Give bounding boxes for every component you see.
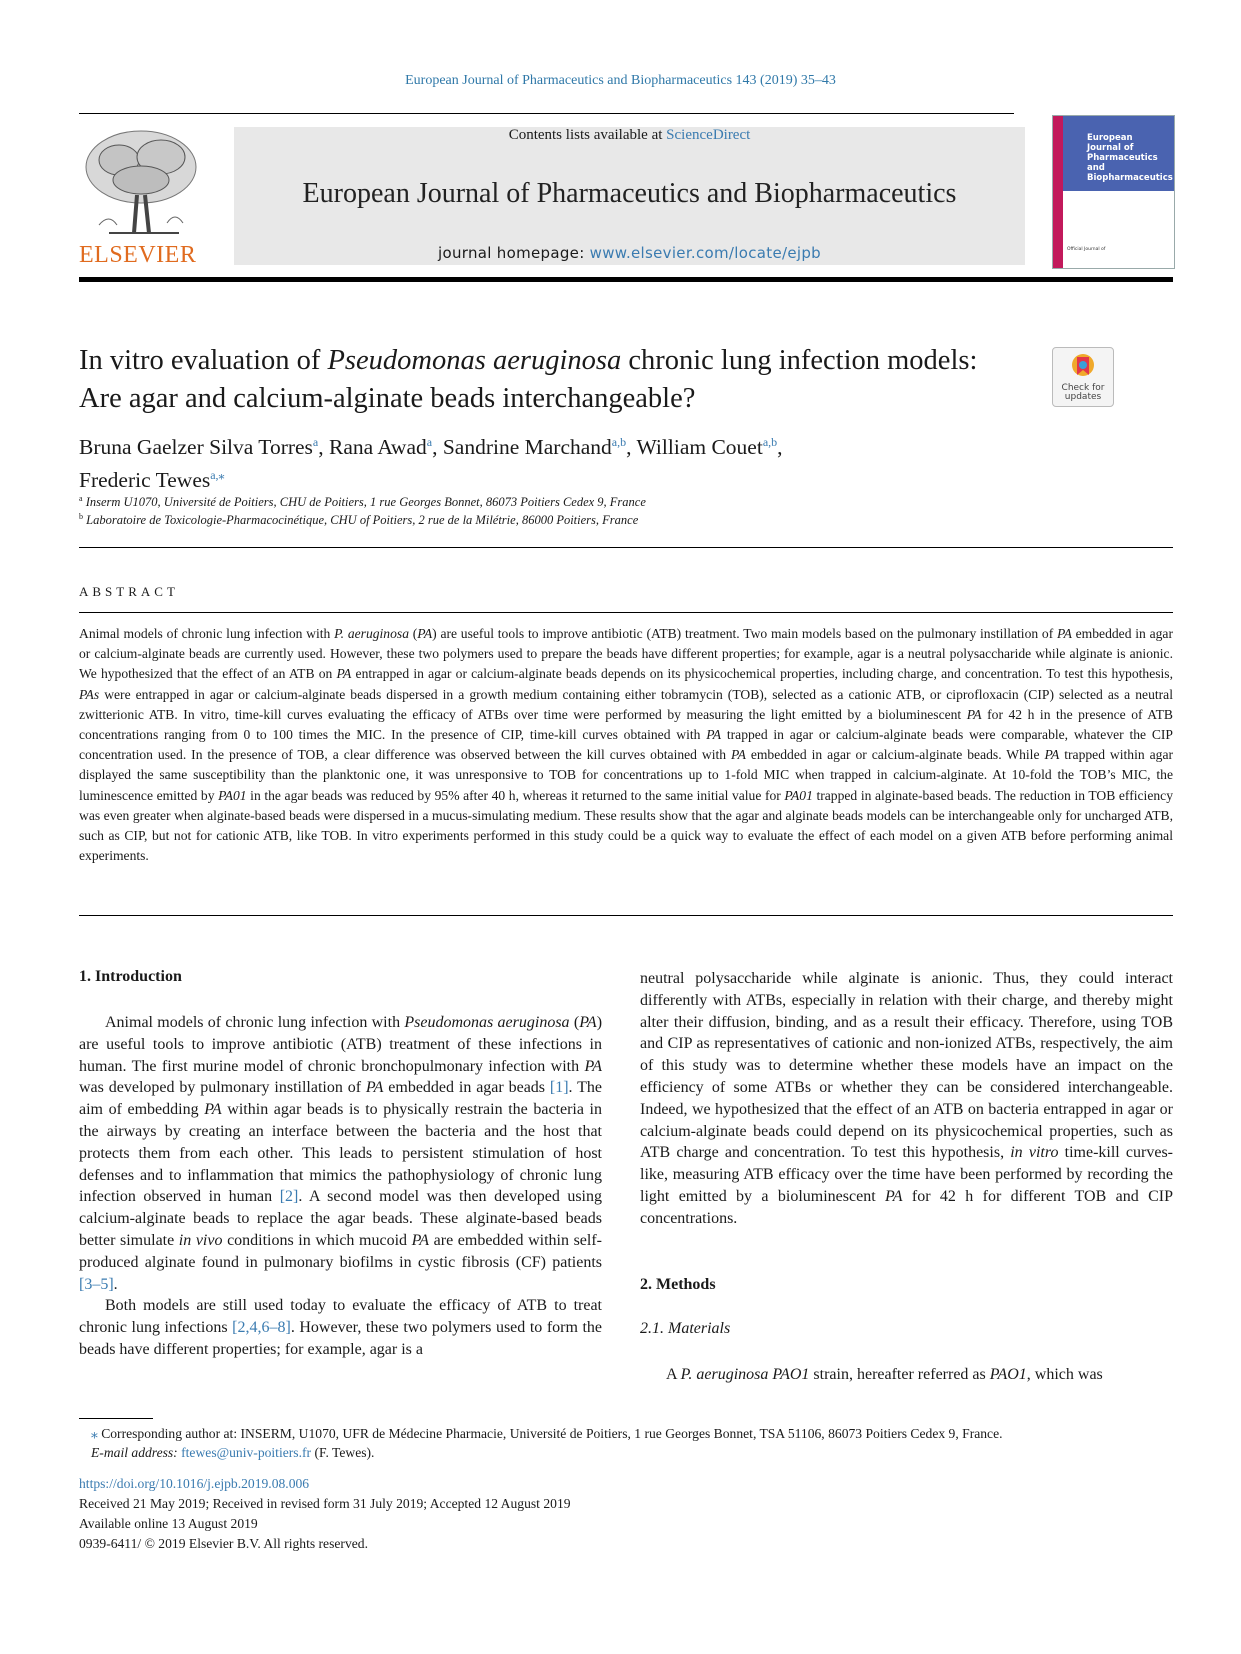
contents-line xyxy=(234,127,1025,144)
author-name[interactable]: William Couet xyxy=(636,435,763,460)
elsevier-wordmark[interactable]: ELSEVIER xyxy=(79,242,197,268)
intro-paragraph: Both models are still used today to evaluate the efficacy of ATB to treat chronic lung infections [2,4,6–8]. However, these two polymers used to form the beads have different properties; for example, agar is a xyxy=(79,1297,603,1358)
sciencedirect-link[interactable]: ScienceDirect xyxy=(666,127,751,143)
journal-homepage xyxy=(234,244,1025,262)
check-for-updates-button[interactable] xyxy=(1052,347,1114,407)
author-affil-mark[interactable]: a xyxy=(312,435,319,449)
reference-link[interactable]: [2] xyxy=(279,1188,299,1206)
affiliation: $^b$ Laboratoire de Toxicologie-Pharmacocinétique, CHU of Poitiers, 2 rue de la Milétrie, 86000 Poitiers, France xyxy=(79,512,639,528)
abstract-heading: ABSTRACT xyxy=(79,584,179,599)
subsection-heading-materials: 2.1. Materials xyxy=(640,1320,731,1337)
author-list: Bruna Gaelzer Silva Torres$^a$, Rana Awad$^a$, Sandrine Marchand$^{a,b}$, William Couet$^{a,b}$, Frederic Tewes$^{a,⁎}$ xyxy=(79,435,783,493)
right-column xyxy=(640,968,1173,1230)
author-affil-mark[interactable]: a,⁎ xyxy=(210,468,225,483)
corresponding-author-note: ⁎ Corresponding author at: INSERM, U1070, UFR de Médecine Pharmacie, Université de Poitiers, 1 rue Georges Bonnet, TSA 51106, 86073 Poitiers Cedex 9, France. E-mail address: ftewes@univ-poitiers.fr (F. Tewes). xyxy=(91,1426,1003,1460)
article-meta xyxy=(79,1474,1173,1554)
divider xyxy=(79,612,1173,613)
divider xyxy=(79,547,1173,548)
reference-link[interactable]: [2,4,6–8] xyxy=(232,1319,291,1337)
author-name[interactable]: Sandrine Marchand xyxy=(442,435,612,460)
article-title: In vitro evaluation of Pseudomonas aeruginosa chronic lung infection models: Are agar and calcium-alginate beads interchangeable? xyxy=(79,345,978,414)
author-affil-mark[interactable]: a,b xyxy=(611,435,627,449)
intro-paragraph: Animal models of chronic lung infection with Pseudomonas aeruginosa (PA) are useful tools to improve antibiotic (ATB) treatment of these infections in human. The first murine model of chronic bronchopulmonary infection with PA was developed by pulmonary instillation of PA embedded in agar beads [1]. The aim of embedding PA within agar beads is to physically restrain the bacteria in the airways by creating an interface between the bacteria and the host that protects them from each other. This leads to persistent stimulation of host defenses and to inflammation that mimics the pathophysiology of chronic lung infection observed in human [2]. A second model was then developed using calcium-alginate beads to replace the agar beads. These alginate-based beads better simulate in vivo conditions in which mucoid PA are embedded within self-produced alginate found in pulmonary biofilms in cystic fibrosis (CF) patients [3–5]. xyxy=(79,1014,603,1293)
section-heading-methods: 2. Methods xyxy=(640,1276,716,1293)
author-affil-mark[interactable]: a xyxy=(426,435,433,449)
cover-side-band xyxy=(1053,116,1063,268)
doi-link[interactable]: https://doi.org/10.1016/j.ejpb.2019.08.006 xyxy=(79,1476,310,1491)
journal-cover-thumbnail[interactable] xyxy=(1052,115,1175,269)
divider xyxy=(79,915,1173,916)
available-online: Available online 13 August 2019 xyxy=(79,1516,258,1531)
footnote-rule xyxy=(79,1418,153,1419)
cover-title: European Journal of Pharmaceutics and Biopharmaceutics xyxy=(1087,133,1173,183)
reference-link[interactable]: [3–5] xyxy=(79,1275,114,1293)
homepage-prefix: journal homepage: xyxy=(438,244,590,262)
author-name[interactable]: Frederic Tewes xyxy=(79,468,211,493)
contents-prefix: Contents lists available at xyxy=(508,127,667,143)
homepage-link[interactable]: www.elsevier.com/locate/ejpb xyxy=(589,244,821,262)
author-name[interactable]: Rana Awad xyxy=(329,435,427,460)
affiliation: $^a$ Inserm U1070, Université de Poitiers, CHU de Poitiers, 1 rue Georges Bonnet, 86073 Poitiers Cedex 9, France xyxy=(79,494,646,510)
journal-name: European Journal of Pharmaceutics and Biopharmaceutics xyxy=(302,178,957,209)
materials-paragraph: A P. aeruginosa PAO1 strain, hereafter referred as PAO1, which was xyxy=(666,1366,1103,1383)
header-top-rule xyxy=(79,113,1014,114)
header-thick-rule xyxy=(79,277,1173,282)
author-affil-mark[interactable]: a,b xyxy=(762,435,778,449)
intro-paragraph-continued: neutral polysaccharide while alginate is anionic. Thus, they could interact differently with ATBs, especially in relation with their charge, and thereby might alter their diffusion, binding, and as a result their efficacy. Therefore, using TOB and CIP as representatives of cationic and non-ionized ATBs, respectively, the aim of this study was to determine whether these models have an impact on the efficiency of some ATBs or whether they can be considered interchangeable. Indeed, we hypothesized that the effect of an ATB on bacteria entrapped in agar or calcium-alginate beads could depend on its physicochemical properties, such as ATB charge and concentration. To test this hypothesis, in vitro time-kill curves-like, measuring ATB efficacy over the time have been performed by recording the light emitted by a bioluminescent PA for 42 h for different TOB and CIP concentrations. xyxy=(640,970,1174,1227)
section-heading-introduction: 1. Introduction xyxy=(79,968,182,985)
bookmark-icon xyxy=(1071,353,1095,381)
email-link[interactable]: ftewes@univ-poitiers.fr xyxy=(181,1445,312,1460)
abstract-body: Animal models of chronic lung infection with P. aeruginosa (PA) are useful tools to improve antibiotic (ATB) treatment. Two main models based on the pulmonary instillation of PA embedded in agar or calcium-alginate beads are currently used. However, these two polymers used to prepare the beads have different properties; for example, agar is a neutral polysaccharide while alginate is anionic. We hypothesized that the effect of an ATB on PA entrapped in agar or calcium-alginate beads depends on its physicochemical properties, including charge, and concentration. To test this hypothesis, PAs were entrapped in agar or calcium-alginate beads dispersed in a growth medium containing either tobramycin (TOB), selected as a cationic ATB, or ciprofloxacin (CIP) selected as a neutral zwitterionic ATB. In vitro, time-kill curves evaluating the efficacy of ATBs over time were performed by measuring the light emitted by a bioluminescent PA for 42 h in the presence of ATB concentrations ranging from 0 to 100 times the MIC. In the presence of CIP, time-kill curves obtained with PA trapped in agar or calcium-alginate beads were comparable, whatever the CIP concentration used. In the presence of TOB, a clear difference was observed between the kill curves obtained with PA embedded in agar or calcium-alginate beads. While PA trapped within agar displayed the same susceptibility than the planktonic one, it was unresponsive to TOB for concentrations up to 1-fold MIC when trapped in calcium-alginate. At 10-fold the TOB’s MIC, the luminescence emitted by PA01 in the agar beads was reduced by 95% after 40 h, whereas it returned to the same initial value for PA01 trapped in alginate-based beads. The reduction in TOB efficiency was even greater when alginate-based beads were dispersed in a mucus-simulating medium. These results show that the agar and alginate beads models can be interchangeable only for uncharged ATB, such as CIP, but not for cationic ATB, like TOB. In vitro experiments performed in this study could be a quick way to evaluate the effect of each model on a given ATB before performing animal experiments. xyxy=(79,626,1174,864)
copyright: 0939-6411/ © 2019 Elsevier B.V. All rights reserved. xyxy=(79,1536,368,1551)
elsevier-tree-logo xyxy=(79,125,204,240)
received-dates: Received 21 May 2019; Received in revised form 31 July 2019; Accepted 12 August 2019 xyxy=(79,1496,571,1511)
intro-column xyxy=(79,1012,602,1361)
journal-citation[interactable]: European Journal of Pharmaceutics and Biopharmaceutics 143 (2019) 35–43 xyxy=(405,73,836,88)
cover-official-journal: Official Journal of xyxy=(1067,247,1106,252)
author-name[interactable]: Bruna Gaelzer Silva Torres xyxy=(79,435,313,460)
reference-link[interactable]: [1] xyxy=(549,1079,569,1097)
check-for-updates-label: Check for updates xyxy=(1061,383,1105,402)
